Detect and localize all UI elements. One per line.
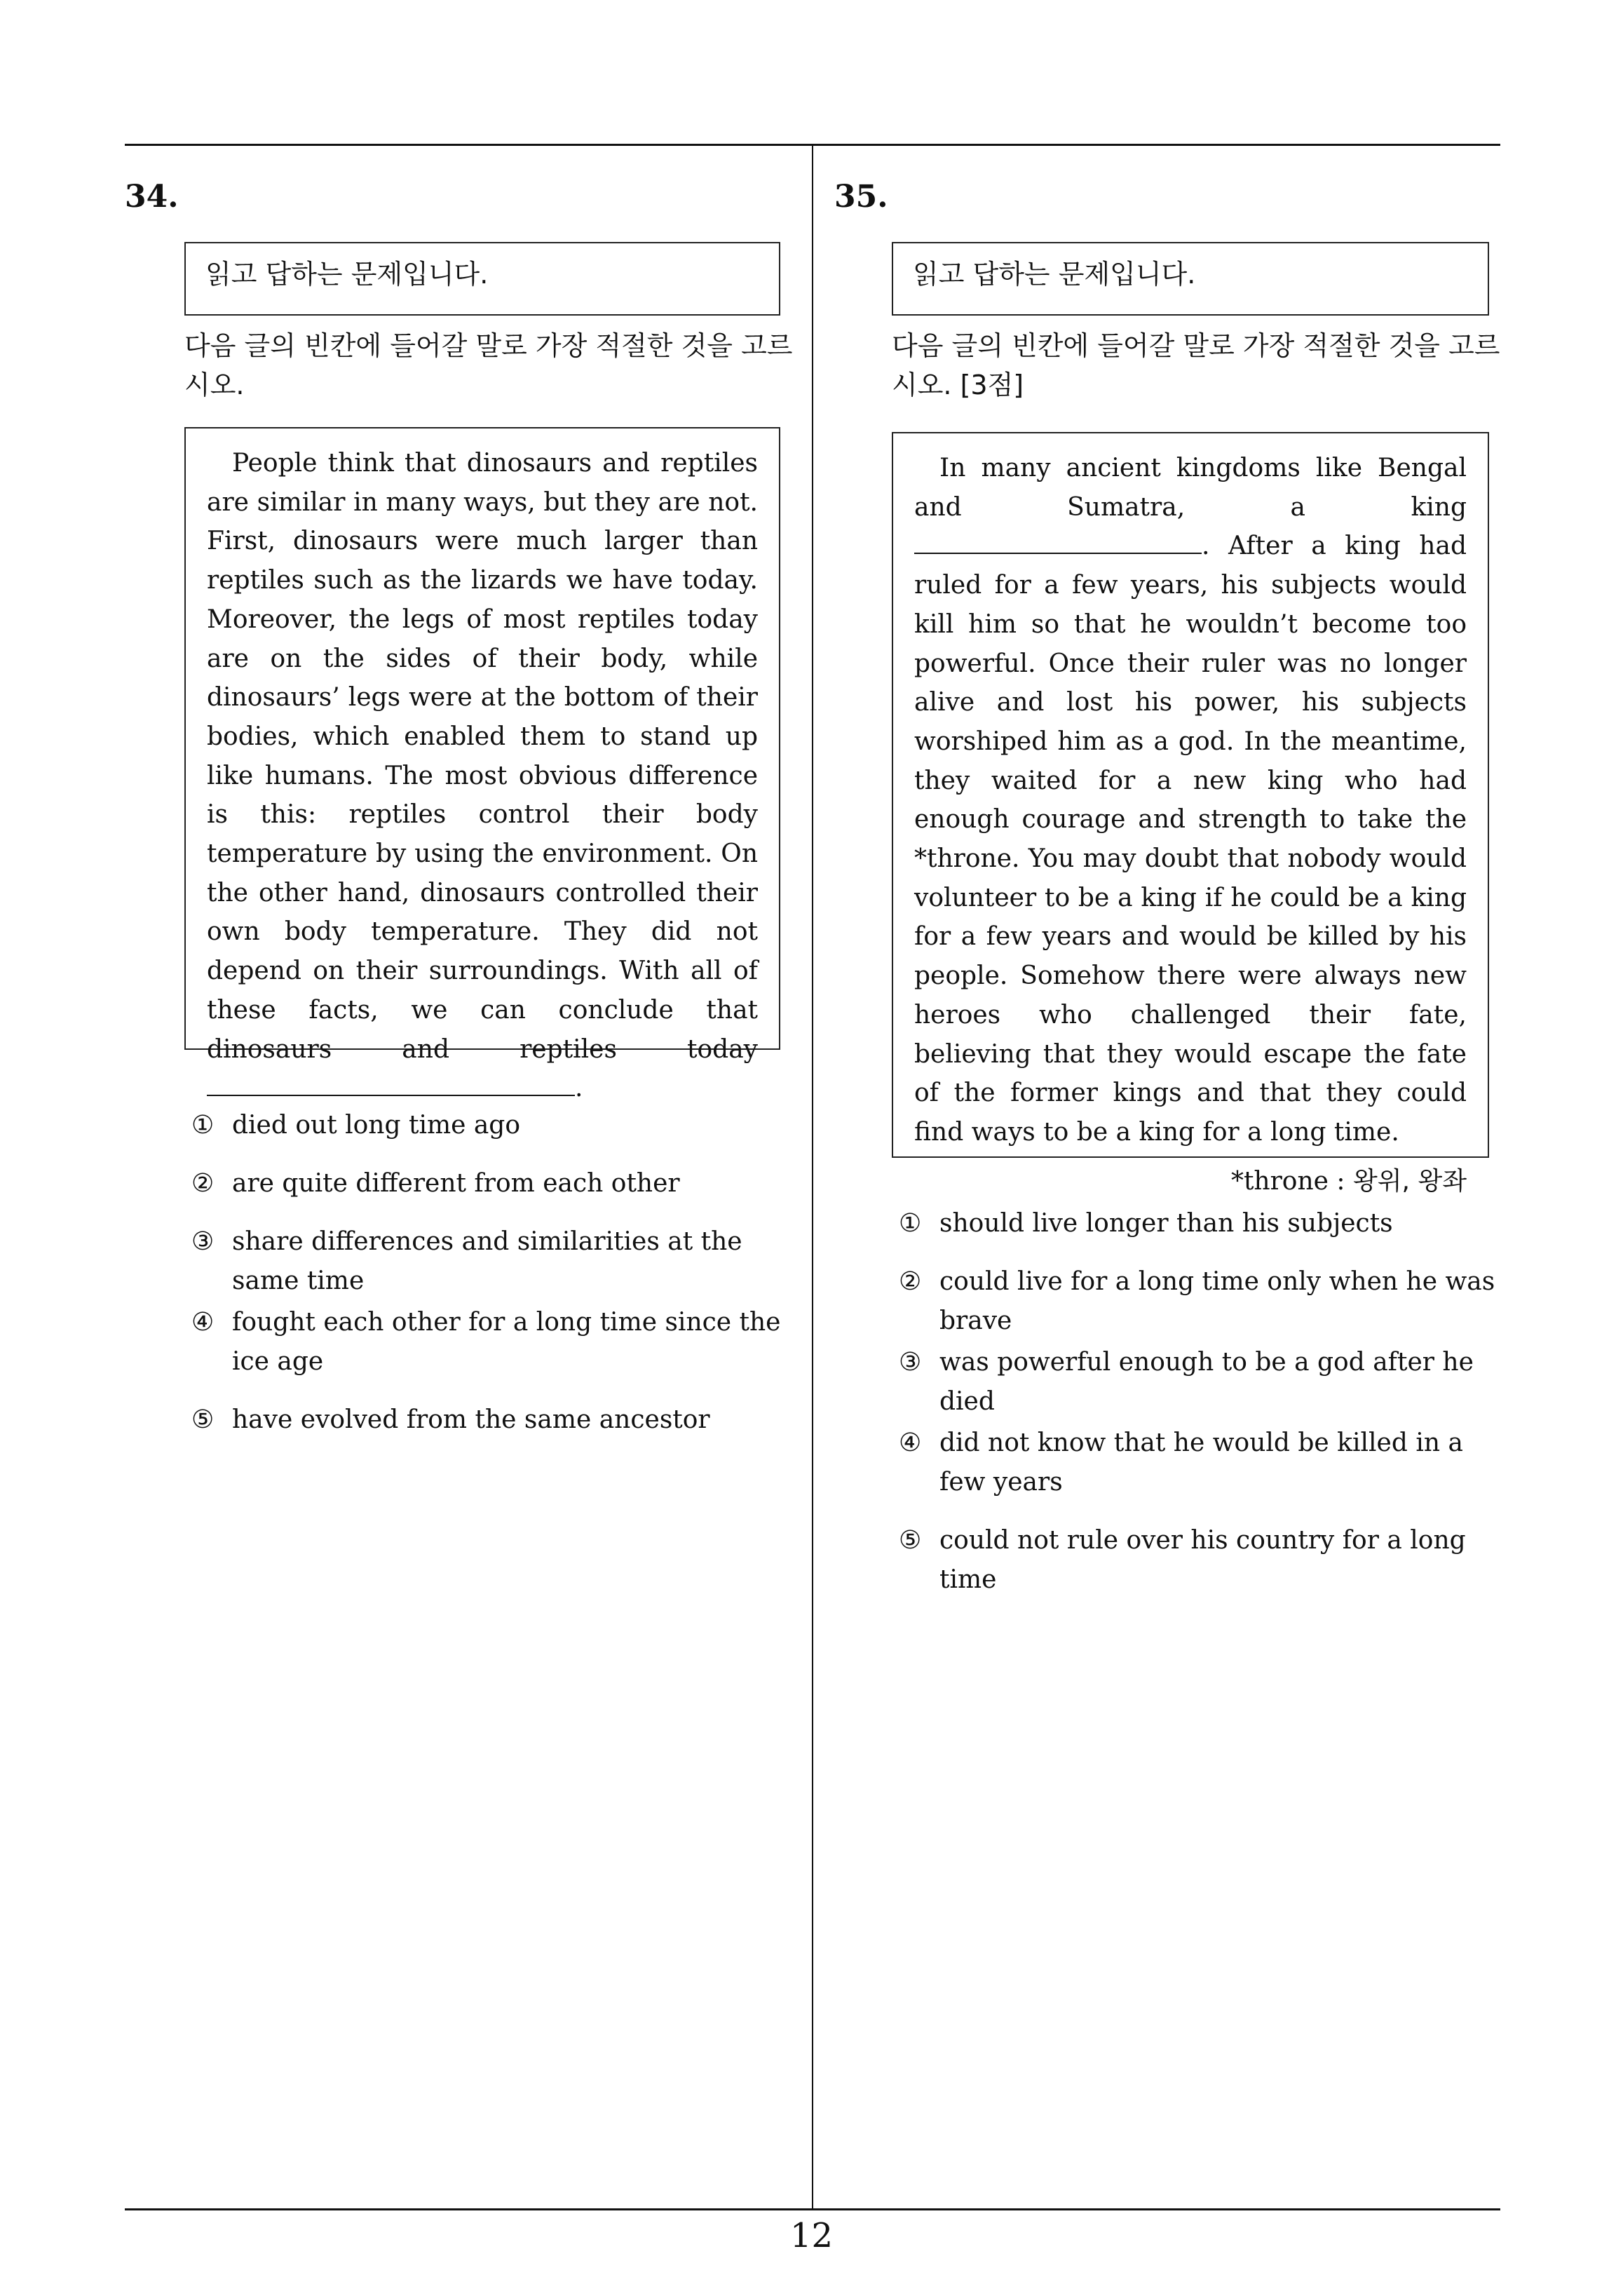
reading-notice-box: 읽고 답하는 문제입니다. — [892, 242, 1489, 316]
option-text: are quite different from each other — [232, 1169, 680, 1198]
option-text: was powerful enough to be a god after he died — [939, 1348, 1474, 1416]
passage-box — [892, 432, 1489, 1196]
passage-before-blank: People think that dinosaurs and reptiles are similar in many ways, but they are not. First, dinosaurs were much larger than reptiles such as the lizards we have today. Moreover, the legs of most reptiles today are on the sides of their body, while dinosaurs’ legs were at the bottom of their bodies, which enabled them to stand up like humans. The most obvious difference is this: reptiles control their body temperature by using the environment. On the other hand, dinosaurs controlled their own body temperature. They did not depend on their surroundings. With all of these facts, we can conclude that dinosaurs and reptiles today — [207, 449, 758, 1064]
option-text: have evolved from the same ancestor — [232, 1405, 710, 1434]
passage-before-blank: In many ancient kingdoms like Bengal and Sumatra, a king — [914, 454, 1467, 522]
option-4[interactable] — [191, 1303, 794, 1382]
footnote — [914, 1162, 1467, 1201]
passage-box — [184, 427, 780, 1103]
bottom-rule — [125, 2208, 1500, 2210]
footnote-definition: 왕위, 왕좌 — [1353, 1166, 1467, 1196]
option-text: did not know that he would be killed in a few years — [939, 1429, 1463, 1497]
option-text: could live for a long time only when he was brave — [939, 1267, 1495, 1335]
question-number: 34. — [125, 179, 179, 215]
answer-options — [899, 1204, 1502, 1619]
option-mark: ② — [899, 1267, 922, 1296]
option-2[interactable] — [191, 1164, 794, 1203]
option-mark: ⑤ — [899, 1526, 922, 1555]
option-2[interactable] — [899, 1262, 1502, 1341]
answer-blank — [207, 1074, 575, 1096]
passage-after-blank: . — [575, 1074, 583, 1103]
option-mark: ③ — [191, 1227, 215, 1256]
footnote-term: *throne : — [1230, 1166, 1345, 1196]
question-number: 35. — [834, 179, 888, 215]
option-text: fought each other for a long time since the ice age — [232, 1308, 781, 1376]
reading-notice-box: 읽고 답하는 문제입니다. — [184, 242, 780, 316]
option-text: could not rule over his country for a long time — [939, 1526, 1466, 1594]
option-1[interactable] — [899, 1204, 1502, 1243]
passage-text — [914, 449, 1467, 1152]
option-3[interactable] — [899, 1343, 1502, 1422]
question-instruction: 다음 글의 빈칸에 들어갈 말로 가장 적절한 것을 고르시오. — [184, 330, 793, 400]
answer-options — [191, 1106, 794, 1459]
passage-after-blank: . After a king had ruled for a few years, his subjects would kill him so that he wouldn’t become too powerful. Once their ruler was no longer alive and lost his power, his subjects worshiped him as a god. In the meantime, they waited for a new king who had enough courage and strength to take the *throne. You may doubt that nobody would volunteer to be a king if he could be a king for a few years and would be killed by his people. Somehow there were always new heroes who challenged their fate, believing that they would escape the fate of the former kings and that they could find ways to be a king for a long time. — [914, 532, 1467, 1147]
option-mark: ④ — [191, 1308, 215, 1337]
option-mark: ② — [191, 1169, 215, 1198]
page-number: 12 — [789, 2216, 834, 2255]
option-1[interactable] — [191, 1106, 794, 1145]
passage-text — [207, 444, 758, 1108]
option-mark: ① — [899, 1209, 922, 1238]
option-4[interactable] — [899, 1424, 1502, 1502]
option-text: share differences and similarities at the same time — [232, 1227, 742, 1295]
option-mark: ① — [191, 1111, 215, 1140]
answer-blank — [914, 532, 1202, 554]
option-5[interactable] — [899, 1521, 1502, 1600]
option-5[interactable] — [191, 1400, 794, 1440]
question-instruction: 다음 글의 빈칸에 들어갈 말로 가장 적절한 것을 고르시오. [3점] — [892, 330, 1500, 400]
option-text: should live longer than his subjects — [939, 1209, 1393, 1238]
option-mark: ④ — [899, 1429, 922, 1457]
option-mark: ③ — [899, 1348, 922, 1377]
option-mark: ⑤ — [191, 1405, 215, 1434]
option-3[interactable] — [191, 1222, 794, 1301]
option-text: died out long time ago — [232, 1111, 521, 1140]
column-divider — [812, 145, 813, 2208]
